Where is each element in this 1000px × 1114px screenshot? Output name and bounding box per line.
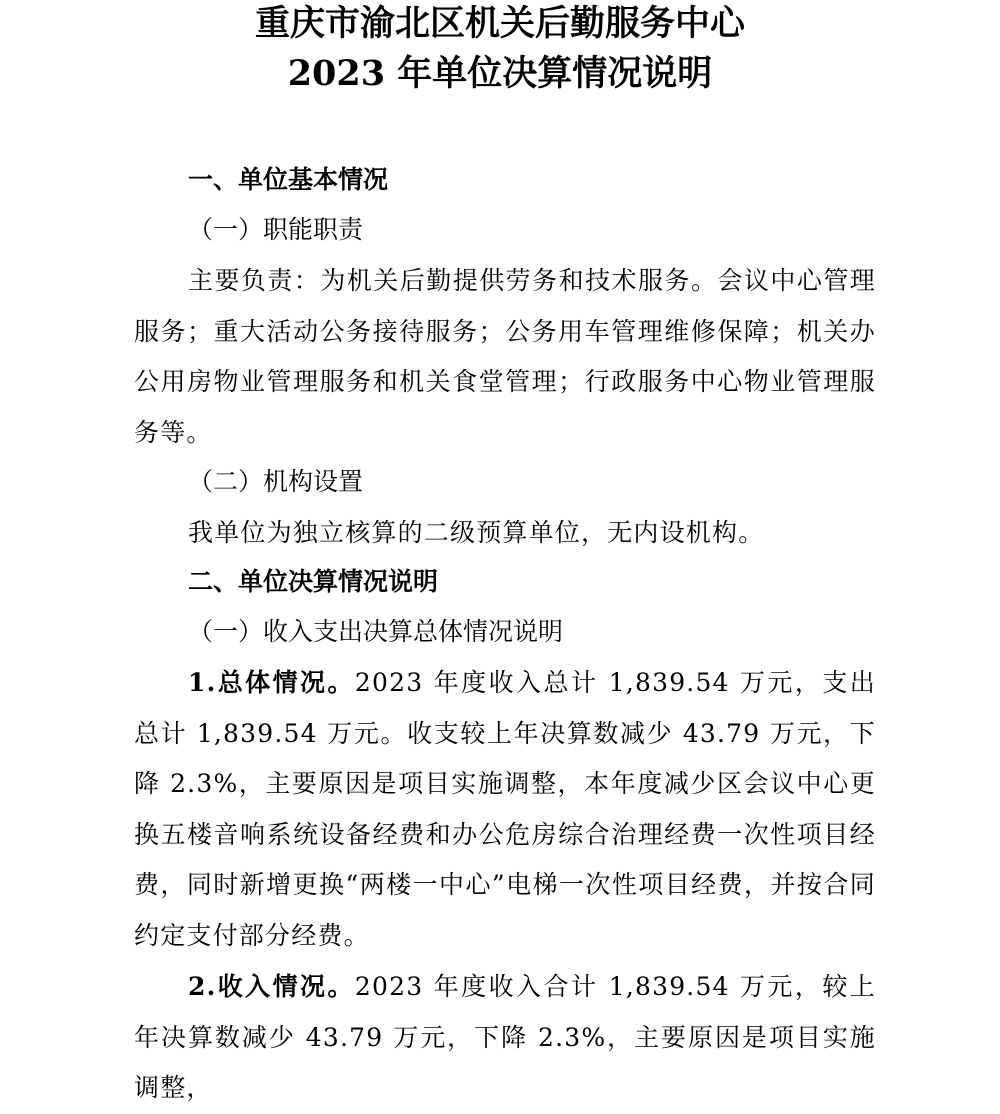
paragraph-lead-overall: 1.总体情况。: [188, 668, 355, 697]
paragraph-overall-situation: [134, 658, 876, 961]
subsection-heading-income-expense-overview: （一）收入支出决算总体情况说明: [188, 617, 564, 646]
paragraph-lead-income: 2.收入情况。: [188, 972, 355, 1001]
section-heading-final-accounts: 二、单位决算情况说明: [188, 567, 439, 596]
paragraph-body-overall: 2023 年度收入总计 1,839.54 万元，支出总计 1,839.54 万元。收支较上年决算数减少 43.79 万元，下降 2.3%，主要原因是项目实施调整，本年度减少区会议中心更换五楼音响系统设备经费和办公危房综合治理经费一次性项目经费，同时新增更换“两楼一中心”电梯一次性项目经费，并按合同约定支付部分经费。: [134, 668, 876, 950]
paragraph-income-situation: [134, 962, 876, 1114]
subsection-heading-organization: （二）机构设置: [188, 467, 364, 496]
document-title: 重庆市渝北区机关后勤服务中心: [254, 3, 745, 44]
paragraph-organization: 我单位为独立核算的二级预算单位，无内设机构。: [188, 518, 765, 547]
subsection-heading-duties: （一）职能职责: [188, 215, 364, 244]
section-heading-basic-info: 一、单位基本情况: [188, 165, 389, 194]
paragraph-body-income: 2023 年度收入合计 1,839.54 万元，较上年决算数减少 43.79 万元，下降 2.3%，主要原因是项目实施调整，: [134, 972, 876, 1102]
paragraph-duties: 主要负责：为机关后勤提供劳务和技术服务。会议中心管理服务；重大活动公务接待服务；公务用车管理维修保障；机关办公用房物业管理服务和机关食堂管理；行政服务中心物业管理服务等。: [134, 266, 876, 447]
document-subtitle: 2023 年单位决算情况说明: [287, 53, 713, 94]
